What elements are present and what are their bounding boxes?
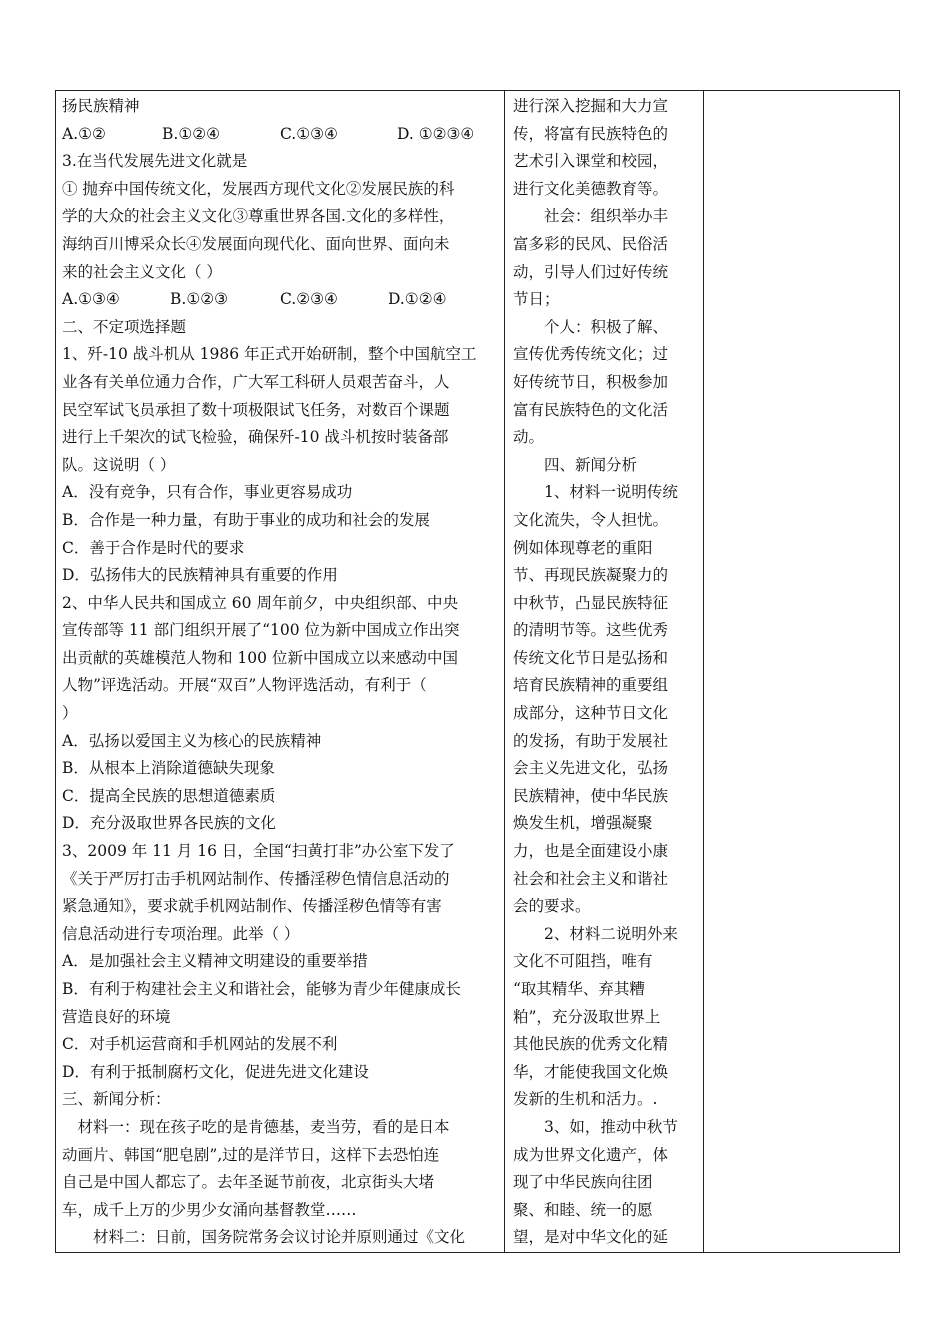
question-column [56, 91, 505, 1253]
answer-options [62, 286, 500, 314]
text-line: “取其精华、弃其糟 [513, 980, 645, 998]
text-line: 动。 [513, 428, 545, 447]
text-line: A．是加强社会主义精神文明建设的重要举措 [62, 952, 368, 971]
text-line: 动画片、韩国“肥皂剧”,过的是洋节日，这样下去恐怕连 [62, 1145, 440, 1164]
text-line: 信息活动进行专项治理。此举（ ） [62, 924, 300, 943]
text-line: 发新的生机和活力。. [513, 1090, 658, 1109]
text-line: 动，引导人们过好传统 [513, 262, 669, 281]
text-line: 二、不定项选择题 [62, 317, 187, 336]
text-line: 2、材料二说明外来 [544, 924, 678, 943]
table-row [56, 91, 900, 1253]
text-line: 进行文化美德教育等。 [513, 179, 669, 198]
text-line: 华，才能使我国文化焕 [513, 1062, 669, 1081]
text-line: ） [62, 704, 78, 723]
text-line: C．对手机运营商和手机网站的发展不利 [62, 1035, 338, 1054]
text-line: 好传统节日，积极参加 [513, 372, 669, 391]
text-line: 四、新闻分析 [544, 455, 638, 474]
text-line: ① 抛弃中国传统文化，发展西方现代文化②发展民族的科 [62, 179, 455, 198]
text-line: C．善于合作是时代的要求 [62, 538, 245, 557]
text-line: 扬民族精神 [62, 97, 140, 115]
text-line: 例如体现尊老的重阳 [513, 538, 653, 557]
text-line: B．从根本上消除道德缺失现象 [62, 759, 275, 778]
text-line: 传统文化节日是弘扬和 [513, 648, 669, 667]
text-line: 望，是对中华文化的延 [513, 1228, 669, 1247]
text-line: B．合作是一种力量，有助于事业的成功和社会的发展 [62, 510, 430, 529]
option: A.①② [62, 124, 106, 143]
text-line: 成为世界文化遗产，体 [513, 1145, 669, 1164]
text-line: 1、歼-10 战斗机从 1986 年正式开始研制，整个中国航空工 [62, 345, 477, 364]
worksheet-table [55, 90, 900, 1253]
text-line: 民空军试飞员承担了数十项极限试飞任务，对数百个课题 [62, 400, 450, 419]
text-line: 节日； [513, 290, 560, 309]
text-line: 材料一：现在孩子吃的是肯德基，麦当劳，看的是日本 [77, 1117, 450, 1136]
text-line: 培育民族精神的重要组 [513, 676, 669, 695]
text-line: 3、2009 年 11 月 16 日，全国“扫黄打非”办公室下发了 [62, 842, 455, 861]
question-content [56, 91, 504, 1252]
text-line: 紧急通知》，要求就手机网站制作、传播淫秽色情等有害 [62, 897, 442, 916]
text-line: 队。这说明（ ） [62, 455, 176, 474]
text-line: 业各有关单位通力合作，广大军工科研人员艰苦奋斗，人 [62, 372, 450, 391]
option: B.①②④ [162, 124, 221, 143]
text-line: 成部分，这种节日文化 [513, 704, 669, 723]
text-line: 营造良好的环境 [62, 1007, 171, 1026]
notes-column [704, 91, 900, 1253]
text-line: 进行深入挖掘和大力宣 [513, 97, 669, 115]
text-line: D．弘扬伟大的民族精神具有重要的作用 [62, 566, 338, 585]
text-line: 节、再现民族凝聚力的 [513, 566, 669, 585]
text-line: 聚、和睦、统一的愿 [513, 1200, 653, 1219]
option: B.①②③ [170, 290, 229, 309]
text-line: 宣传优秀传统文化；过 [513, 345, 669, 364]
answer-content [505, 91, 703, 1252]
multiple-choice-section [62, 314, 500, 1114]
text-line: 自己是中国人都忘了。去年圣诞节前夜，北京街头大堵 [62, 1173, 435, 1192]
text-line: 传，将富有民族特色的 [513, 124, 669, 143]
text-line: 进行上千架次的试飞检验，确保歼-10 战斗机按时装备部 [62, 428, 449, 447]
text-line: 会主义先进文化，弘扬 [513, 759, 669, 778]
text-line: 的发扬，有助于发展社 [513, 731, 669, 750]
text-line: 2、中华人民共和国成立 60 周年前夕，中央组织部、中央 [62, 593, 458, 612]
text-line: 海纳百川博采众长④发展面向现代化、面向世界、面向未 [62, 234, 450, 253]
text-line: 3、如，推动中秋节 [544, 1117, 678, 1136]
option: D.①②④ [388, 290, 447, 309]
text-line: 艺术引入课堂和校园， [513, 152, 669, 171]
text-line: 1、材料一说明传统 [544, 483, 678, 502]
answer-column [505, 91, 704, 1253]
text-line: 《关于严厉打击手机网站制作、传播淫秽色情信息活动的 [62, 869, 450, 888]
text-line: C．提高全民族的思想道德素质 [62, 786, 276, 805]
text-line: 其他民族的优秀文化精 [513, 1035, 669, 1054]
text-line: A．没有竞争，只有合作，事业更容易成功 [62, 483, 353, 502]
text-line: 三、新闻分析： [62, 1090, 171, 1109]
text-line: 文化流失，令人担忧。 [513, 510, 669, 529]
text-line: 粕”，充分汲取世界上 [513, 1007, 661, 1026]
text-line: B．有利于构建社会主义和谐社会，能够为青少年健康成长 [62, 980, 461, 998]
text-line: 富多彩的民风、民俗活 [513, 234, 669, 253]
text-line: 的清明节等。这些优秀 [513, 621, 669, 640]
news-material-two: 材料二：日前，国务院常务会议讨论并原则通过《文化 [93, 1228, 466, 1247]
text-line: D．充分汲取世界各民族的文化 [62, 814, 276, 833]
text-line: D．有利于抵制腐朽文化，促进先进文化建设 [62, 1062, 369, 1081]
option: D. ①②③④ [397, 124, 475, 143]
option: C.①③④ [280, 124, 338, 143]
text-line: A．弘扬以爱国主义为核心的民族精神 [62, 731, 322, 750]
text-line: 文化不可阻挡，唯有 [513, 952, 653, 971]
text-line: 现了中华民族向往团 [513, 1173, 653, 1192]
text-line: 社会和社会主义和谐社 [513, 869, 669, 888]
text-line: 3.在当代发展先进文化就是 [62, 152, 248, 171]
text-line: 力，也是全面建设小康 [513, 842, 669, 861]
text-line: 社会：组织举办丰 [544, 207, 669, 226]
text-line: 出贡献的英雄模范人物和 100 位新中国成立以来感动中国 [62, 648, 458, 667]
text-line: 个人：积极了解、 [544, 317, 669, 336]
text-line: 民族精神，使中华民族 [513, 786, 669, 805]
option: C.②③④ [280, 290, 338, 309]
text-line: 会的要求。 [513, 897, 591, 916]
text-line: 中秋节，凸显民族特征 [513, 593, 669, 612]
text-line: 车，成千上万的少男少女涌向基督教堂…… [62, 1200, 357, 1219]
text-line: 宣传部等 11 部门组织开展了“100 位为新中国成立作出突 [62, 621, 460, 640]
text-line: 学的大众的社会主义文化③尊重世界各国.文化的多样性， [62, 207, 455, 226]
answer-options [62, 121, 500, 149]
text-line: 富有民族特色的文化活 [513, 400, 669, 419]
news-material-one [62, 1114, 500, 1224]
option: A.①③④ [62, 290, 120, 309]
text-line: 焕发生机，增强凝聚 [513, 814, 653, 833]
text-line: 来的社会主义文化（ ） [62, 262, 222, 281]
text-line: 人物”评选活动。开展“双百”人物评选活动，有利于（ [62, 676, 427, 695]
